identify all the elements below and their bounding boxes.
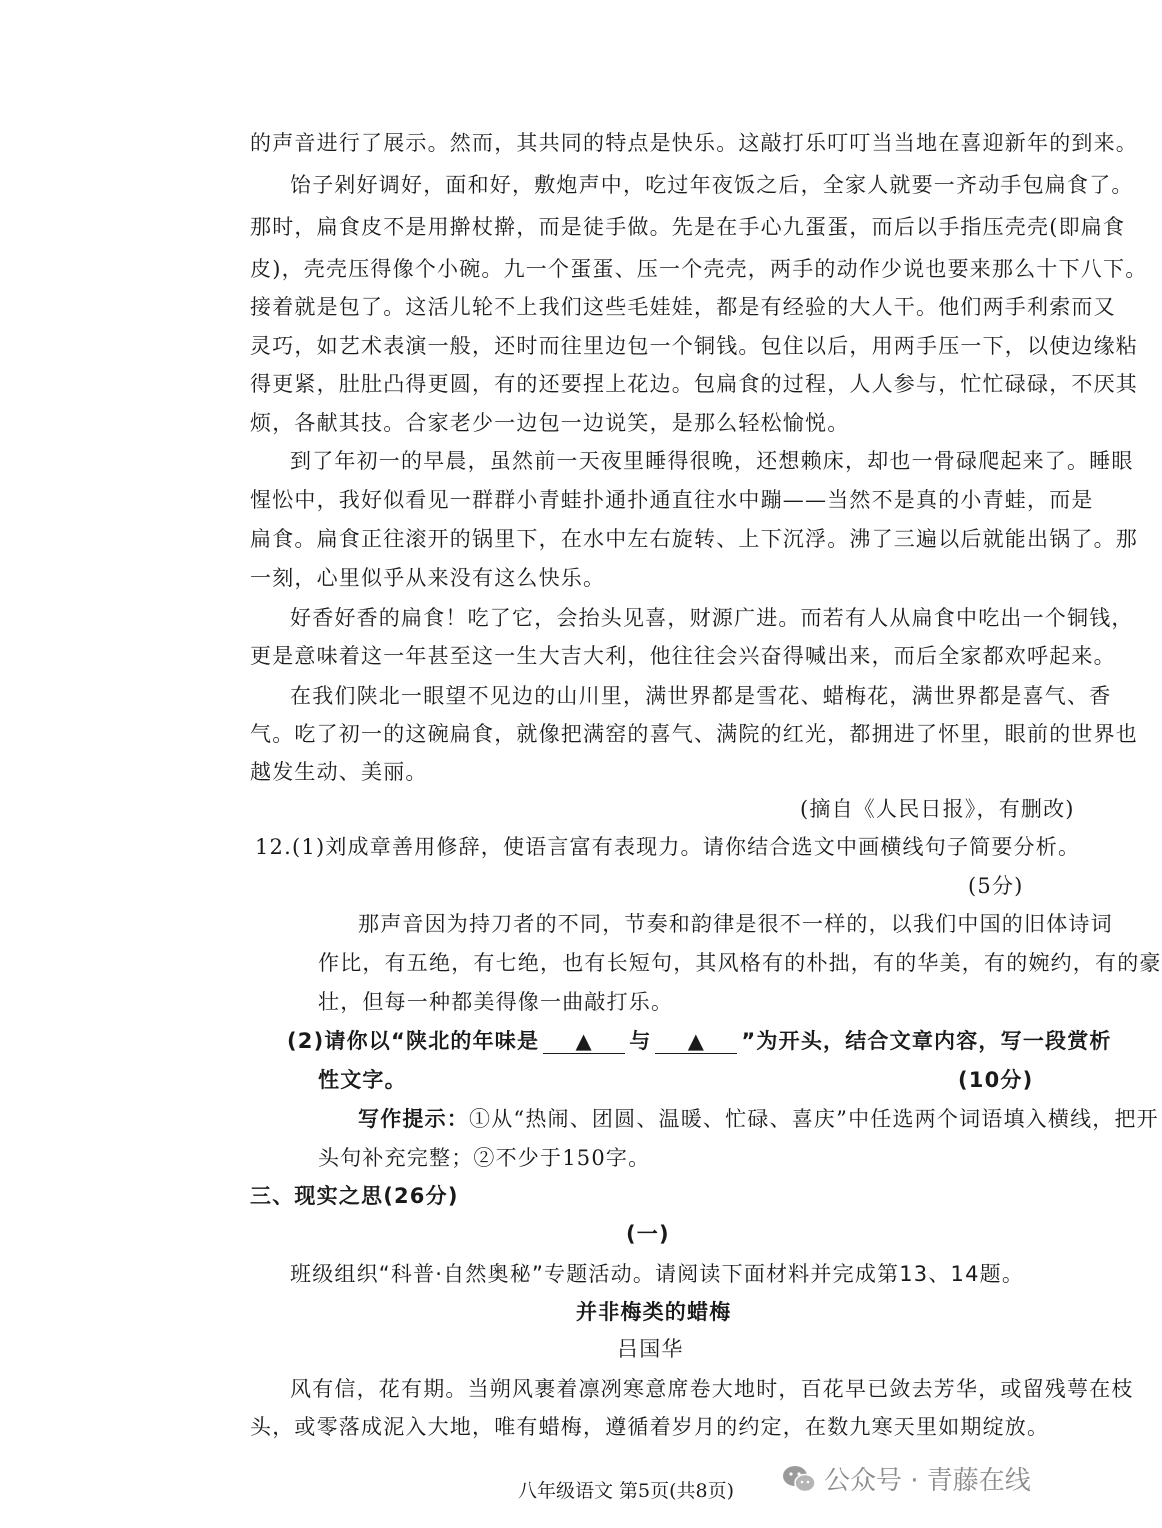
article-title: 并非梅类的蜡梅 — [576, 1300, 732, 1324]
passage-line: 得更紧，肚肚凸得更圆，有的还要捏上花边。包扁食的过程，人人参与，忙忙碌碌，不厌其 — [250, 372, 1138, 396]
article-body-line: 风有信，花有期。当朔风裹着凛冽寒意席卷大地时，百花早已敛去芳华，或留残萼在枝 — [290, 1377, 1134, 1401]
passage-line: 在我们陕北一眼望不见边的山川里，满世界都是雪花、蜡梅花，满世界都是喜气、香 — [290, 684, 1112, 708]
passage-line: 好香好香的扁食！吃了它，会抬头见喜，财源广进。而若有人从扁食中吃出一个铜钱， — [290, 606, 1134, 630]
hint-text: ①从“热闹、团圆、温暖、忙碌、喜庆”中任选两个词语填入横线，把开 — [469, 1107, 1159, 1131]
score-label: (5分) — [968, 874, 1024, 898]
section-intro: 班级组织“科普·自然奥秘”专题活动。请阅读下面材料并完成第13、14题。 — [290, 1262, 1025, 1286]
watermark — [782, 1460, 1031, 1497]
quoted-sentence: 作比，有五绝，有七绝，也有长短句，其风格有的朴拙，有的华美，有的婉约，有的豪 — [318, 951, 1162, 975]
passage-line: 气。吃了初一的这碗扁食，就像把满窑的喜气、满院的红光，都拥进了怀里，眼前的世界也 — [250, 722, 1138, 746]
hint-label: 写作提示： — [358, 1107, 469, 1131]
writing-hint — [358, 1109, 1159, 1130]
prompt-text: 与 — [629, 1029, 652, 1053]
prompt-text: ”为开头，结合文章内容，写一段赏析 — [741, 1029, 1112, 1053]
watermark-text: 公众号 · 青藤在线 — [824, 1466, 1031, 1496]
question-12-part2-line2: 性文字。 — [318, 1068, 407, 1092]
wechat-icon — [782, 1464, 816, 1494]
answer-blank-1: ▲ — [543, 1030, 625, 1054]
passage-line: 烦，各献其技。合家老少一边包一边说笑，是那么轻松愉悦。 — [250, 411, 850, 435]
question-12-part2 — [287, 1030, 1112, 1054]
quoted-sentence: 那声音因为持刀者的不同，节奏和韵律是很不一样的，以我们中国的旧体诗词 — [358, 912, 1113, 936]
passage-line: 接着就是包了。这活儿轮不上我们这些毛娃娃，都是有经验的大人干。他们两手利索而又 — [250, 295, 1116, 319]
passage-line: 灵巧，如艺术表演一般，还时而往里边包一个铜钱。包住以后，用两手压一下，以使边缘粘 — [250, 334, 1138, 358]
section-heading: 三、现实之思(26分) — [250, 1184, 459, 1208]
passage-line: 越发生动、美丽。 — [250, 760, 428, 784]
passage-line: 皮)，壳壳压得像个小碗。九一个蛋蛋、压一个壳壳，两手的动作少说也要来那么十下八下。 — [250, 257, 1148, 281]
article-body-line: 头，或零落成泥入大地，唯有蜡梅，遵循着岁月的约定，在数九寒天里如期绽放。 — [250, 1415, 1050, 1439]
passage-line: 饴子剁好调好，面和好，敷炮声中，吃过年夜饭之后，全家人就要一齐动手包扁食了。 — [290, 173, 1134, 197]
subsection-number: (一) — [626, 1222, 670, 1246]
passage-line: 惺忪中，我好似看见一群群小青蛙扑通扑通直往水中蹦——当然不是真的小青蛙，而是 — [250, 488, 1094, 512]
passage-line: 的声音进行了展示。然而，其共同的特点是快乐。这敲打乐叮叮当当地在喜迎新年的到来。 — [250, 131, 1138, 155]
prompt-text: (2)请你以“陕北的年味是 — [287, 1029, 540, 1053]
passage-line: 一刻，心里似乎从来没有这么快乐。 — [250, 566, 606, 590]
passage-line: 扁食。扁食正往滚开的锅里下，在水中左右旋转、上下沉浮。沸了三遍以后就能出锅了。那 — [250, 527, 1138, 551]
answer-blank-2: ▲ — [655, 1030, 737, 1054]
source-citation: (摘自《人民日报》，有删改) — [800, 797, 1075, 821]
question-12-part1: 12.(1)刘成章善用修辞，使语言富有表现力。请你结合选文中画横线句子简要分析。 — [255, 835, 1081, 859]
article-author: 吕国华 — [617, 1337, 684, 1361]
passage-line: 那时，扁食皮不是用擀杖擀，而是徒手做。先是在手心九蛋蛋，而后以手指压壳壳(即扁食 — [250, 215, 1126, 239]
page-footer: 八年级语文 第5页(共8页) — [518, 1480, 735, 1502]
passage-line: 更是意味着这一年甚至这一生大吉大利，他往往会兴奋得喊出来，而后全家都欢呼起来。 — [250, 644, 1116, 668]
writing-hint-line2: 头句补充完整；②不少于150字。 — [318, 1146, 651, 1170]
score-label: (10分) — [958, 1068, 1034, 1092]
quoted-sentence: 壮，但每一种都美得像一曲敲打乐。 — [318, 990, 674, 1014]
passage-line: 到了年初一的早晨，虽然前一天夜里睡得很晚，还想赖床，却也一骨碌爬起来了。睡眼 — [290, 449, 1134, 473]
